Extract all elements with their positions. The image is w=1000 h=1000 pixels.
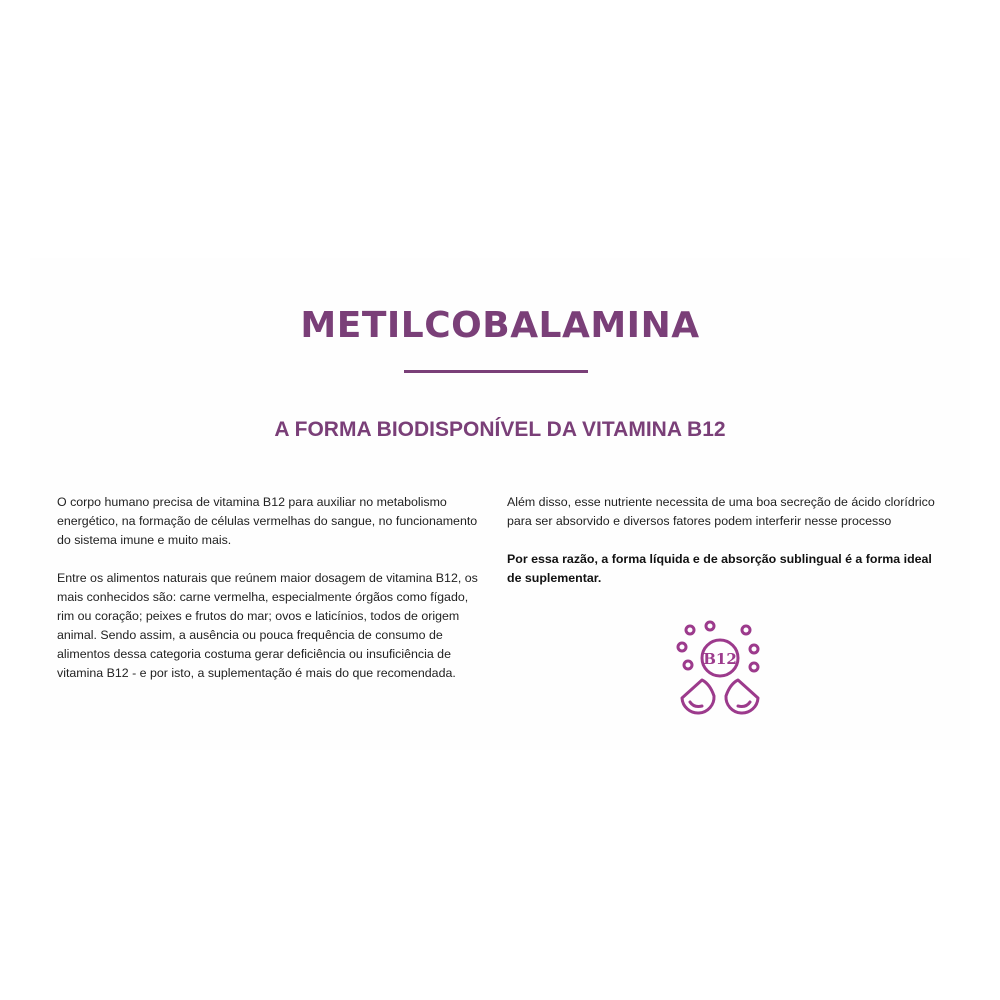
bubble-icon [684,661,692,669]
right-paragraph-2: Por essa razão, a forma líquida e de absorção sublingual é a forma ideal de suplementar. [507,552,932,585]
bubble-icon [750,663,758,671]
title-divider [404,370,588,373]
left-paragraph-1: O corpo humano precisa de vitamina B12 para auxiliar no metabolismo energético, na formação de células vermelhas do sangue, no funcionamento do sistema imune e muito mais. [57,495,478,547]
left-drop-shine [690,702,702,707]
right-column [507,493,937,607]
right-paragraph-1: Além disso, esse nutriente necessita de uma boa secreção de ácido clorídrico para ser absorvido e diversos fatores podem interferir nesse processo [507,495,935,528]
left-drop-icon [682,680,714,713]
right-drop-icon [726,680,758,713]
left-paragraph-2: Entre os alimentos naturais que reúnem maior dosagem de vitamina B12, os mais conhecidos são: carne vermelha, especialmente órgãos como fígado, rim ou coração; peixes e frutos do mar; ovos e laticínios, todos de origem animal. Sendo assim, a ausência ou pouca frequência de consumo de alimentos dessa categoria costuma gerar deficiência ou insuficiência de vitamina B12 - e por isto, a suplementação é mais do que recomendada. [57,571,478,680]
bubble-icon [742,626,750,634]
bubble-icon [750,645,758,653]
b12-drops-icon [672,618,768,720]
bubble-icon [686,626,694,634]
page-subtitle: A FORMA BIODISPONÍVEL DA VITAMINA B12 [274,418,726,441]
bubble-icon [678,643,686,651]
page-title: METILCOBALAMINA [300,305,700,346]
b12-label: B12 [703,650,737,668]
bubble-icon [706,622,714,630]
right-drop-shine [738,702,750,707]
left-column [57,493,487,702]
